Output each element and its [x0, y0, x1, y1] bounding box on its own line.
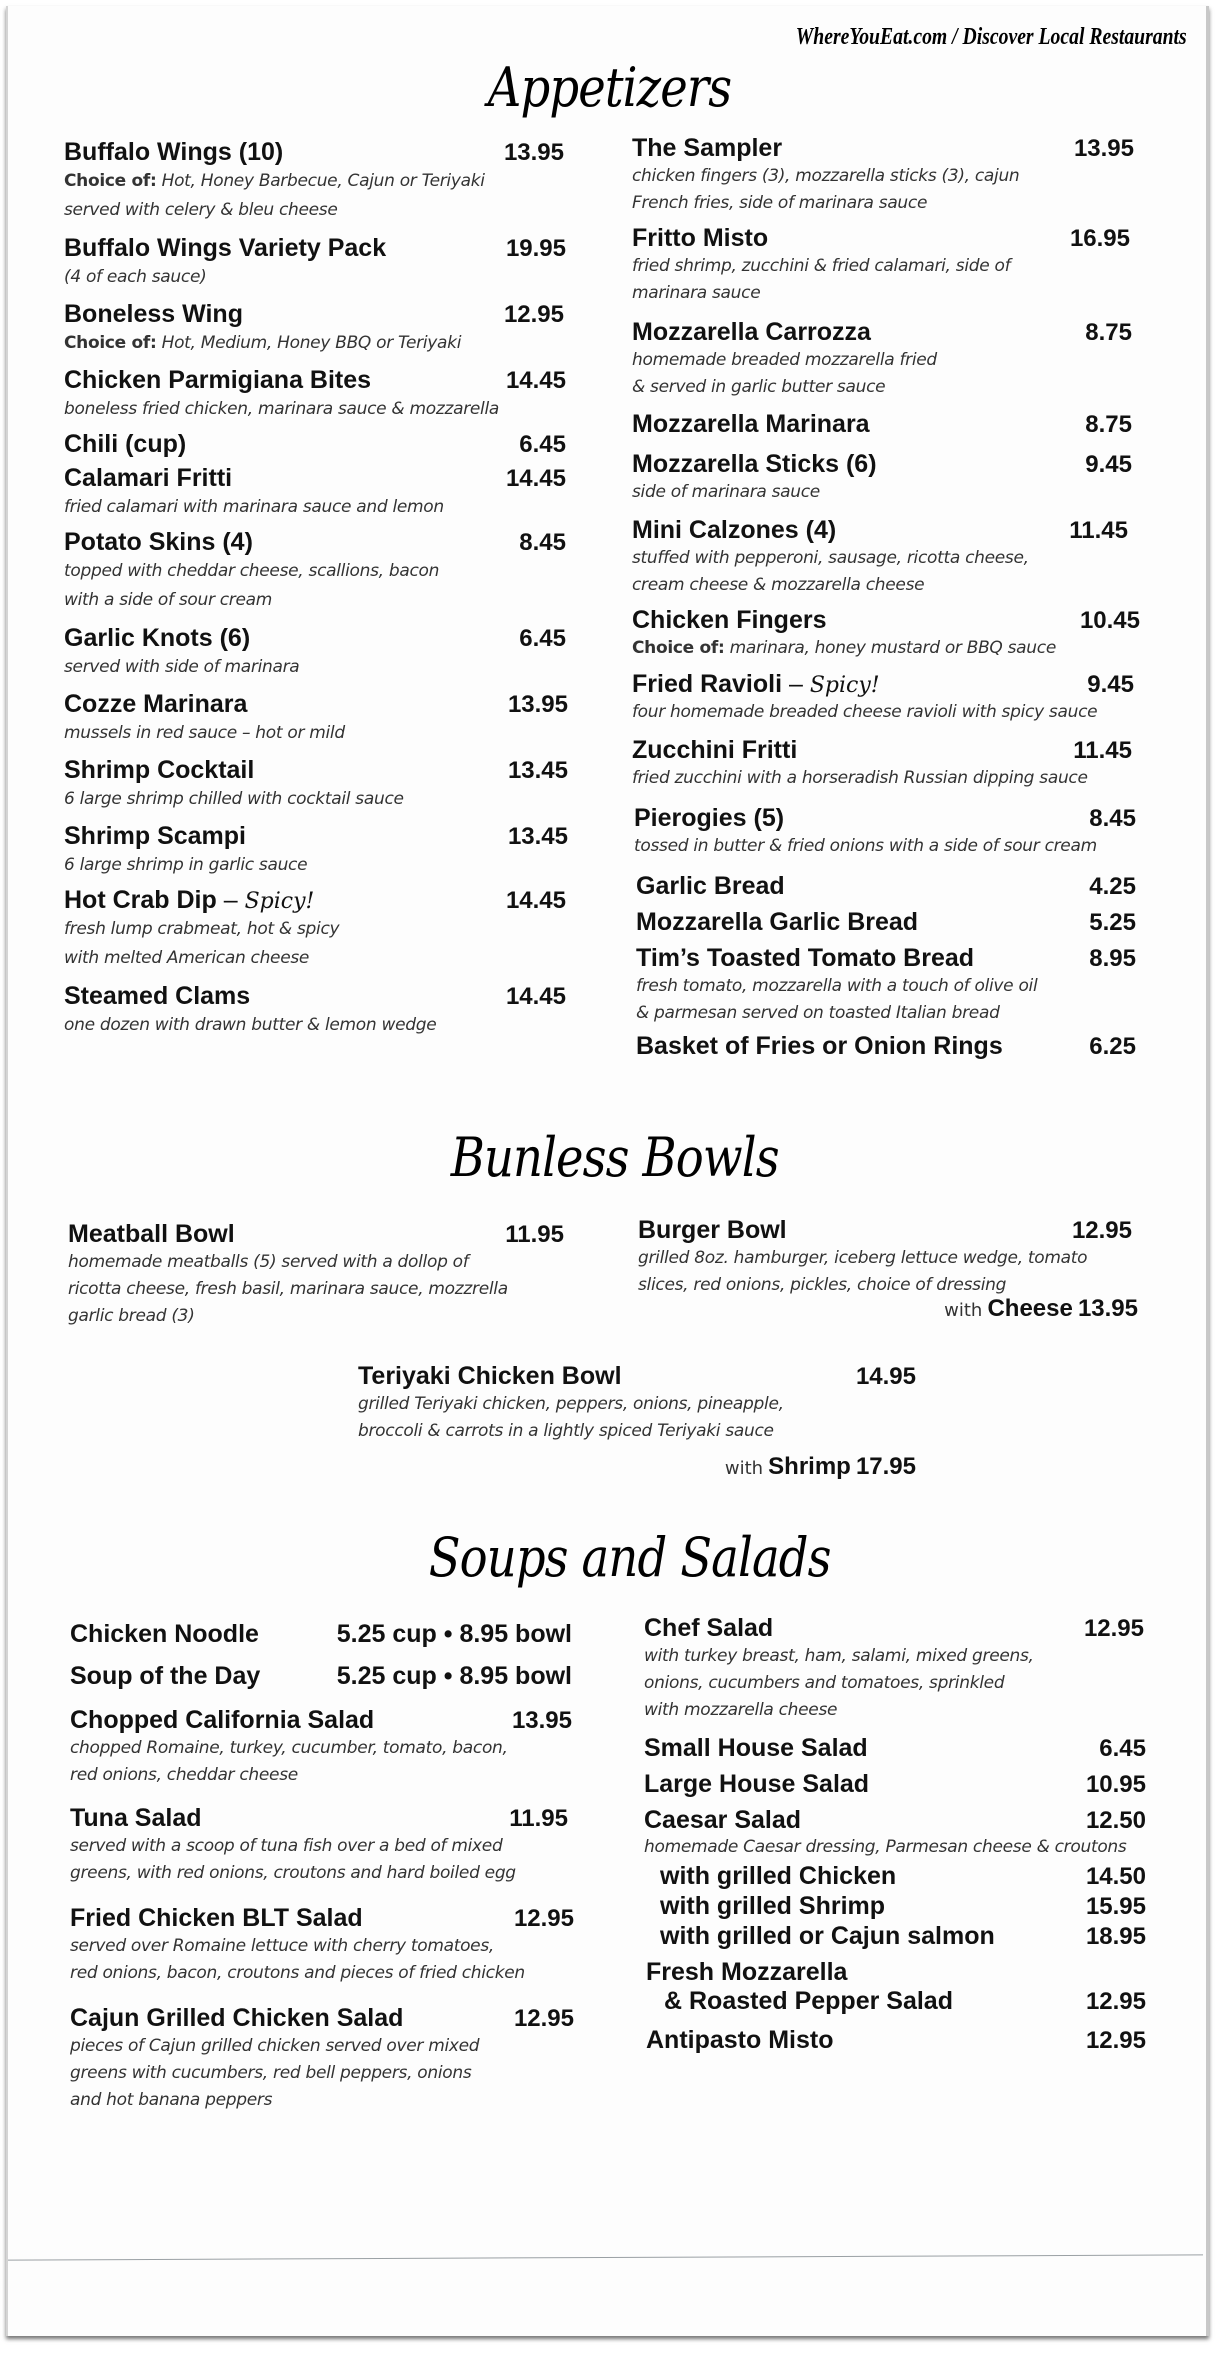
- menu-item-fried-chicken-blt-salad: Fried Chicken BLT Salad 12.95 served over Romaine lettuce with cherry tomatoes, red onions, bacon, croutons and pieces of fried chicken: [70, 1904, 574, 1983]
- caesar-option-salmon: with grilled or Cajun salmon 18.95: [660, 1922, 1146, 1950]
- menu-item-chicken-fingers: Chicken Fingers 10.45 Choice of: marinara, honey mustard or BBQ sauce: [632, 606, 1140, 658]
- soups-salads-title: Soups and Salads: [428, 1526, 831, 1589]
- menu-item-meatball-bowl: Meatball Bowl 11.95 homemade meatballs (5) served with a dollop of ricotta cheese, fresh basil, marinara sauce, mozzrella garlic bread (3): [68, 1220, 564, 1326]
- menu-item-fried-ravioli: Fried Ravioli – Spicy! 9.45 four homemade breaded cheese ravioli with spicy sauce: [632, 670, 1134, 722]
- menu-item-burger-bowl: Burger Bowl 12.95 grilled 8oz. hamburger, iceberg lettuce wedge, tomato slices, red onions, pickles, choice of dressing with Cheese 13.95: [638, 1216, 1138, 1322]
- menu-item-fries-onion-rings: Basket of Fries or Onion Rings 6.25: [636, 1032, 1136, 1060]
- menu-item-shrimp-cocktail: Shrimp Cocktail 13.45 6 large shrimp chilled with cocktail sauce: [64, 756, 568, 809]
- menu-item-large-house-salad: Large House Salad 10.95: [644, 1770, 1146, 1798]
- menu-item-garlic-knots: Garlic Knots (6) 6.45 served with side of marinara: [64, 624, 566, 677]
- menu-item-caesar-salad: Caesar Salad 12.50 homemade Caesar dressing, Parmesan cheese & croutons: [644, 1806, 1146, 1857]
- site-watermark: WhereYouEat.com / Discover Local Restaurants: [796, 24, 1187, 50]
- menu-item-mozzarella-sticks: Mozzarella Sticks (6) 9.45 side of marinara sauce: [632, 450, 1132, 502]
- menu-item-calamari-fritti: Calamari Fritti 14.45 fried calamari with marinara sauce and lemon: [64, 464, 566, 517]
- menu-item-garlic-bread: Garlic Bread 4.25: [636, 872, 1136, 900]
- menu-item-tuna-salad: Tuna Salad 11.95 served with a scoop of tuna fish over a bed of mixed greens, with red onions, croutons and hard boiled egg: [70, 1804, 568, 1883]
- menu-item-fresh-mozzarella-salad: Fresh Mozzarella & Roasted Pepper Salad 12.95: [646, 1958, 1146, 2015]
- menu-item-potato-skins: Potato Skins (4) 8.45 topped with cheddar cheese, scallions, bacon with a side of sour cream: [64, 528, 566, 610]
- menu-item-buffalo-wings-variety: Buffalo Wings Variety Pack 19.95 (4 of each sauce): [64, 234, 566, 287]
- menu-item-small-house-salad: Small House Salad 6.45: [644, 1734, 1146, 1762]
- appetizers-title: Appetizers: [487, 56, 732, 119]
- menu-item-fritto-misto: Fritto Misto 16.95 fried shrimp, zucchini & fried calamari, side of marinara sauce: [632, 224, 1130, 303]
- menu-item-chicken-noodle: Chicken Noodle 5.25 cup • 8.95 bowl: [70, 1620, 572, 1648]
- menu-item-the-sampler: The Sampler 13.95 chicken fingers (3), mozzarella sticks (3), cajun French fries, side of marinara sauce: [632, 134, 1134, 213]
- menu-item-antipasto-misto: Antipasto Misto 12.95: [646, 2026, 1146, 2054]
- bunless-bowls-title: Bunless Bowls: [450, 1126, 779, 1189]
- teriyaki-bowl-shrimp-addon: with Shrimp 17.95: [724, 1453, 916, 1480]
- menu-item-buffalo-wings: Buffalo Wings (10) 13.95 Choice of: Hot, Honey Barbecue, Cajun or Teriyaki served with celery & bleu cheese: [64, 138, 564, 220]
- menu-item-teriyaki-chicken-bowl: Teriyaki Chicken Bowl 14.95 grilled Teriyaki chicken, peppers, onions, pineapple, broccoli & carrots in a lightly spiced Teriyaki sauce with Shrimp 17.95: [358, 1362, 916, 1480]
- menu-item-mozzarella-marinara: Mozzarella Marinara 8.75: [632, 410, 1132, 438]
- spicy-label: Spicy!: [244, 889, 315, 914]
- menu-item-cozze-marinara: Cozze Marinara 13.95 mussels in red sauce – hot or mild: [64, 690, 568, 743]
- menu-item-chopped-california-salad: Chopped California Salad 13.95 chopped Romaine, turkey, cucumber, tomato, bacon, red onions, cheddar cheese: [70, 1706, 572, 1785]
- menu-item-chili: Chili (cup) 6.45: [64, 430, 566, 458]
- menu-item-tims-toasted-tomato-bread: Tim’s Toasted Tomato Bread 8.95 fresh tomato, mozzarella with a touch of olive oil & parmesan served on toasted Italian bread: [636, 944, 1136, 1023]
- menu-item-pierogies: Pierogies (5) 8.45 tossed in butter & fried onions with a side of sour cream: [634, 804, 1136, 856]
- menu-item-soup-of-the-day: Soup of the Day 5.25 cup • 8.95 bowl: [70, 1662, 572, 1690]
- menu-item-zucchini-fritti: Zucchini Fritti 11.45 fried zucchini with a horseradish Russian dipping sauce: [632, 736, 1132, 788]
- menu-item-chef-salad: Chef Salad 12.95 with turkey breast, ham, salami, mixed greens, onions, cucumbers and tomatoes, sprinkled with mozzarella cheese: [644, 1614, 1144, 1720]
- spicy-label: Spicy!: [809, 673, 880, 698]
- menu-item-mozzarella-carrozza: Mozzarella Carrozza 8.75 homemade breaded mozzarella fried & served in garlic butter sauce: [632, 318, 1132, 397]
- burger-bowl-cheese-addon: with Cheese 13.95: [944, 1295, 1138, 1322]
- caesar-option-chicken: with grilled Chicken 14.50: [660, 1862, 1146, 1890]
- menu-item-mozzarella-garlic-bread: Mozzarella Garlic Bread 5.25: [636, 908, 1136, 936]
- menu-item-boneless-wing: Boneless Wing 12.95 Choice of: Hot, Medium, Honey BBQ or Teriyaki: [64, 300, 564, 353]
- caesar-option-shrimp: with grilled Shrimp 15.95: [660, 1892, 1146, 1920]
- menu-item-chicken-parm-bites: Chicken Parmigiana Bites 14.45 boneless fried chicken, marinara sauce & mozzarella: [64, 366, 566, 419]
- menu-item-shrimp-scampi: Shrimp Scampi 13.45 6 large shrimp in garlic sauce: [64, 822, 568, 875]
- menu-item-steamed-clams: Steamed Clams 14.45 one dozen with drawn butter & lemon wedge: [64, 982, 566, 1035]
- menu-item-hot-crab-dip: Hot Crab Dip – Spicy! 14.45 fresh lump crabmeat, hot & spicy with melted American cheese: [64, 886, 566, 968]
- menu-item-mini-calzones: Mini Calzones (4) 11.45 stuffed with pepperoni, sausage, ricotta cheese, cream cheese & mozzarella cheese: [632, 516, 1128, 595]
- menu-item-cajun-grilled-chicken-salad: Cajun Grilled Chicken Salad 12.95 pieces of Cajun grilled chicken served over mixed greens with cucumbers, red bell peppers, onions and hot banana peppers: [70, 2004, 574, 2110]
